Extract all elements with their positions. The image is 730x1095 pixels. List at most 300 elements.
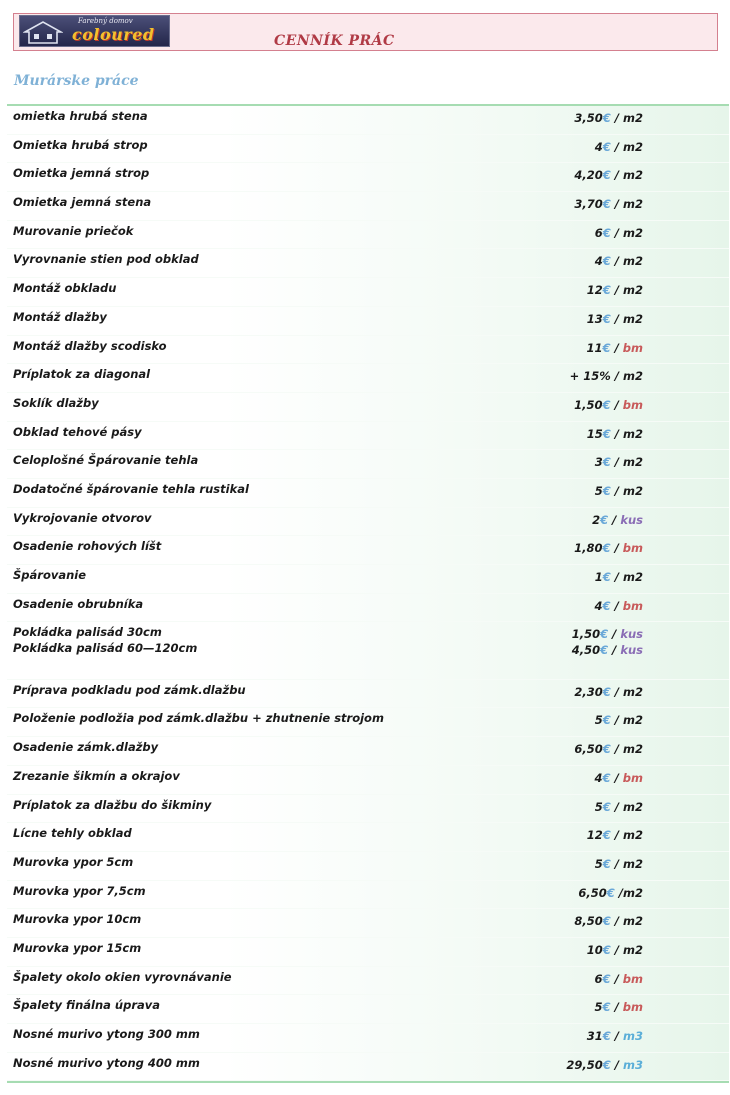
- row-label: Lícne tehly obklad: [13, 826, 132, 841]
- euro-symbol: €: [602, 455, 611, 470]
- price-value: [547, 1000, 643, 1016]
- euro-symbol: €: [602, 1029, 611, 1044]
- row-prices: [547, 484, 643, 500]
- price-amount: 3,50: [574, 111, 603, 125]
- price-value: [547, 254, 643, 270]
- row-labels: [13, 310, 107, 326]
- row-labels: [13, 1056, 200, 1072]
- price-value: [547, 541, 643, 557]
- price-value: [547, 369, 643, 385]
- price-amount: 4: [594, 139, 603, 154]
- euro-symbol: €: [602, 283, 611, 298]
- price-unit: bm: [622, 598, 643, 613]
- unit-separator: /: [610, 742, 623, 757]
- price-unit: bm: [622, 971, 643, 986]
- unit-separator: /: [610, 914, 623, 929]
- price-row: [7, 823, 729, 852]
- unit-separator: /: [610, 397, 623, 412]
- euro-symbol: €: [602, 971, 611, 986]
- price-row: [7, 594, 729, 623]
- price-unit: m2: [623, 885, 643, 900]
- price-unit: m2: [623, 168, 643, 183]
- price-amount: 8,50: [574, 914, 603, 929]
- price-row: [7, 938, 729, 967]
- price-unit: kus: [620, 643, 643, 658]
- row-prices: [547, 398, 643, 414]
- row-prices: [547, 627, 643, 659]
- price-unit: m2: [623, 799, 643, 814]
- price-amount: 6: [594, 971, 603, 986]
- row-labels: [13, 367, 150, 383]
- euro-symbol: €: [602, 742, 611, 757]
- unit-separator: /: [610, 684, 623, 699]
- price-unit: m2: [623, 254, 643, 269]
- price-amount: 1,80: [574, 541, 603, 556]
- price-amount: 6,50: [578, 885, 607, 900]
- row-prices: [547, 685, 643, 701]
- price-unit: kus: [620, 627, 643, 642]
- row-label: Omietka hrubá strop: [13, 137, 148, 152]
- euro-symbol: €: [600, 512, 609, 527]
- price-unit: m2: [623, 942, 643, 957]
- row-label: Obklad tehové pásy: [13, 424, 142, 439]
- row-labels: [13, 425, 142, 441]
- row-prices: [547, 541, 643, 557]
- row-labels: [13, 855, 133, 871]
- price-value: [547, 742, 643, 758]
- unit-separator: /: [610, 1000, 623, 1015]
- price-amount: 29,50: [566, 1057, 603, 1072]
- price-value: [547, 627, 643, 643]
- price-row: [7, 967, 729, 996]
- price-value: [547, 1058, 643, 1074]
- row-labels: [13, 511, 152, 527]
- row-labels: [13, 912, 141, 928]
- price-amount: 12: [586, 828, 603, 843]
- unit-separator: /: [610, 799, 623, 814]
- price-row: [7, 307, 729, 336]
- row-prices: [547, 771, 643, 787]
- price-value: [547, 168, 643, 184]
- euro-symbol: €: [602, 541, 611, 556]
- unit-separator: /: [610, 426, 623, 441]
- price-value: [547, 570, 643, 586]
- row-labels: [13, 568, 86, 584]
- euro-symbol: €: [602, 139, 611, 154]
- price-value: [547, 643, 643, 659]
- unit-separator: /: [610, 283, 623, 298]
- price-value: [547, 857, 643, 873]
- price-row: [7, 135, 729, 164]
- row-label: Omietka jemná strop: [13, 166, 150, 181]
- row-prices: [547, 197, 643, 213]
- price-amount: 5: [594, 483, 603, 498]
- row-label-secondary: Pokládka palisád 60—120cm: [13, 641, 198, 656]
- price-value: [547, 140, 643, 156]
- row-labels: [13, 453, 198, 469]
- row-label: Zrezanie šikmín a okrajov: [13, 768, 180, 783]
- price-unit: bm: [622, 770, 643, 785]
- row-prices: [547, 599, 643, 615]
- price-value: [547, 599, 643, 615]
- euro-symbol: €: [602, 713, 611, 728]
- euro-symbol: €: [602, 197, 611, 212]
- row-prices: [547, 226, 643, 242]
- price-amount: 5: [594, 856, 603, 871]
- row-labels: [13, 396, 99, 412]
- price-value: [547, 455, 643, 471]
- row-label: Príplatok za dlažbu do šikminy: [13, 797, 212, 812]
- unit-separator: /: [610, 197, 623, 212]
- price-row: [7, 766, 729, 795]
- price-unit: bm: [622, 397, 643, 412]
- row-labels: [13, 1027, 200, 1043]
- row-labels: [13, 711, 384, 727]
- price-amount: 4: [594, 598, 603, 613]
- euro-symbol: €: [600, 627, 609, 642]
- row-label: Dodatočné špárovanie tehla rustikal: [13, 481, 249, 496]
- unit-separator: /: [608, 627, 621, 642]
- price-row: [7, 881, 729, 910]
- row-prices: [547, 943, 643, 959]
- row-label: Vykrojovanie otvorov: [13, 510, 152, 525]
- price-value: [547, 943, 643, 959]
- price-amount: 1: [594, 570, 603, 584]
- price-value: [547, 685, 643, 701]
- row-prices: [547, 1000, 643, 1016]
- price-row: [7, 422, 729, 451]
- price-amount: 5: [594, 799, 603, 814]
- unit-separator: /: [610, 971, 623, 986]
- euro-symbol: €: [602, 1000, 611, 1015]
- row-labels: [13, 769, 180, 785]
- price-value: [547, 283, 643, 299]
- row-labels: [13, 138, 148, 154]
- unit-separator: /: [610, 856, 623, 871]
- price-value: [547, 513, 643, 529]
- row-label: Murovka ypor 7,5cm: [13, 883, 146, 898]
- row-label: Nosné murivo ytong 300 mm: [13, 1027, 200, 1042]
- row-prices: [547, 140, 643, 156]
- price-amount: 15: [586, 426, 603, 441]
- euro-symbol: €: [602, 168, 611, 183]
- unit-separator: /: [610, 225, 623, 240]
- price-amount: 6: [594, 225, 603, 240]
- logo-brand: coloured: [72, 25, 155, 44]
- row-prices: [547, 857, 643, 873]
- price-row: [7, 163, 729, 192]
- price-unit: bm: [622, 541, 643, 556]
- price-list: [7, 104, 729, 1081]
- house-icon: [23, 20, 63, 44]
- row-prices: [547, 283, 643, 299]
- unit-separator: /: [610, 369, 623, 384]
- row-labels: [13, 683, 246, 699]
- price-unit: m2: [623, 684, 643, 699]
- price-unit: kus: [620, 512, 643, 527]
- row-prices: [547, 341, 643, 357]
- euro-symbol: €: [602, 397, 611, 412]
- euro-symbol: €: [602, 770, 611, 785]
- price-row: [7, 1024, 729, 1053]
- price-value: [547, 197, 643, 213]
- row-label: Murovanie priečok: [13, 223, 134, 238]
- euro-symbol: €: [602, 856, 611, 871]
- price-amount: 3,70: [574, 197, 603, 212]
- row-labels: [13, 281, 116, 297]
- price-unit: m3: [623, 1029, 643, 1044]
- price-unit: m2: [623, 742, 643, 757]
- page-title: CENNÍK PRÁC: [274, 33, 395, 49]
- section-title: Murárske práce: [14, 73, 139, 89]
- company-logo: [19, 15, 170, 47]
- euro-symbol: €: [602, 799, 611, 814]
- price-row: [7, 479, 729, 508]
- row-prices: [547, 111, 643, 127]
- price-row: [7, 508, 729, 537]
- euro-symbol: €: [602, 254, 611, 269]
- price-amount: 4: [594, 254, 603, 269]
- price-unit: m2: [623, 283, 643, 298]
- row-labels: [13, 798, 211, 814]
- row-labels: [13, 625, 197, 657]
- row-labels: [13, 482, 249, 498]
- row-label: Murovka ypor 5cm: [13, 854, 134, 869]
- price-unit: m2: [623, 828, 643, 843]
- price-amount: 4,50: [571, 643, 601, 658]
- unit-separator: /: [610, 139, 623, 154]
- unit-separator: /: [610, 828, 623, 843]
- price-unit: m2: [623, 455, 643, 470]
- euro-symbol: €: [602, 111, 611, 125]
- unit-separator: /: [610, 1029, 623, 1044]
- price-row: [7, 795, 729, 824]
- price-unit: m3: [623, 1057, 643, 1072]
- row-label: Špalety okolo okien vyrovnávanie: [13, 969, 232, 984]
- euro-symbol: €: [602, 914, 611, 929]
- price-amount: 5: [594, 713, 603, 728]
- price-amount: 2: [592, 512, 601, 527]
- euro-symbol: €: [602, 483, 611, 498]
- euro-symbol: €: [602, 828, 611, 843]
- price-row: [7, 622, 729, 679]
- row-prices: [547, 513, 643, 529]
- price-unit: m2: [623, 713, 643, 728]
- row-prices: [547, 455, 643, 471]
- euro-symbol: €: [602, 225, 611, 240]
- row-label: Špalety finálna úprava: [13, 998, 161, 1013]
- price-unit: bm: [622, 340, 643, 355]
- price-unit: m2: [623, 426, 643, 441]
- price-unit: m2: [623, 197, 643, 212]
- price-amount: 31: [586, 1029, 603, 1044]
- price-amount: 5: [594, 1000, 603, 1015]
- row-label: Príprava podkladu pod zámk.dlažbu: [13, 682, 246, 697]
- row-label: Osadenie rohových líšt: [13, 539, 162, 554]
- price-row: [7, 393, 729, 422]
- row-label: Položenie podložia pod zámk.dlažbu + zhutnenie strojom: [13, 711, 384, 726]
- row-labels: [13, 941, 141, 957]
- price-amount: + 15%: [569, 369, 611, 384]
- euro-symbol: €: [602, 570, 611, 584]
- euro-symbol: €: [606, 885, 615, 900]
- row-prices: [547, 168, 643, 184]
- row-label: Celoplošné Špárovanie tehla: [13, 453, 199, 468]
- price-amount: 3: [594, 455, 603, 470]
- unit-separator: /: [610, 111, 623, 125]
- price-row: [7, 192, 729, 221]
- unit-separator: /: [610, 598, 623, 613]
- price-row: [7, 249, 729, 278]
- footer-divider: [7, 1081, 729, 1083]
- row-prices: [547, 1029, 643, 1045]
- price-unit: m2: [623, 111, 643, 125]
- row-prices: [547, 742, 643, 758]
- price-amount: 6,50: [574, 742, 603, 757]
- row-prices: [547, 254, 643, 270]
- price-unit: m2: [623, 311, 643, 326]
- price-row: [7, 565, 729, 594]
- row-labels: [13, 539, 161, 555]
- unit-separator: /: [610, 455, 623, 470]
- unit-separator: /: [610, 340, 623, 355]
- unit-separator: /: [610, 168, 623, 183]
- row-labels: [13, 166, 149, 182]
- euro-symbol: €: [602, 1057, 611, 1072]
- price-value: [547, 771, 643, 787]
- unit-separator: /: [610, 770, 623, 785]
- row-label: Murovka ypor 10cm: [13, 912, 142, 927]
- price-row: [7, 336, 729, 365]
- price-unit: m2: [623, 856, 643, 871]
- row-prices: [547, 972, 643, 988]
- price-value: [547, 914, 643, 930]
- unit-separator: /: [610, 713, 623, 728]
- price-row: [7, 708, 729, 737]
- price-unit: bm: [622, 1000, 643, 1015]
- row-labels: [13, 109, 148, 125]
- row-labels: [13, 970, 232, 986]
- price-value: [547, 111, 643, 127]
- row-prices: [547, 828, 643, 844]
- price-unit: m2: [623, 570, 643, 584]
- price-row: [7, 737, 729, 766]
- row-label: Montáž obkladu: [13, 281, 117, 296]
- price-amount: 10: [586, 942, 603, 957]
- unit-separator: /: [610, 570, 623, 584]
- row-label: Murovka ypor 15cm: [13, 940, 142, 955]
- price-value: [547, 713, 643, 729]
- price-row: [7, 909, 729, 938]
- row-prices: [547, 914, 643, 930]
- unit-separator: /: [610, 483, 623, 498]
- price-value: [547, 312, 643, 328]
- row-label: Montáž dlažby: [13, 309, 107, 324]
- price-row: [7, 450, 729, 479]
- row-labels: [13, 740, 158, 756]
- price-row: [7, 536, 729, 565]
- price-unit: m2: [623, 914, 643, 929]
- price-value: [547, 427, 643, 443]
- price-value: [547, 800, 643, 816]
- price-value: [547, 972, 643, 988]
- row-labels: [13, 224, 133, 240]
- row-labels: [13, 339, 167, 355]
- row-labels: [13, 884, 146, 900]
- price-value: [547, 484, 643, 500]
- price-unit: m2: [623, 225, 643, 240]
- row-label: Soklík dlažby: [13, 395, 99, 410]
- row-label: Montáž dlažby scodisko: [13, 338, 167, 353]
- row-label: Vyrovnanie stien pod obklad: [13, 252, 199, 267]
- euro-symbol: €: [602, 684, 611, 699]
- row-label: Špárovanie: [13, 568, 87, 582]
- price-amount: 12: [586, 283, 603, 298]
- euro-symbol: €: [602, 426, 611, 441]
- price-row: [7, 680, 729, 709]
- price-amount: 2,30: [574, 684, 603, 699]
- price-row: [7, 995, 729, 1024]
- euro-symbol: €: [602, 942, 611, 957]
- euro-symbol: €: [602, 311, 611, 326]
- price-row: [7, 221, 729, 250]
- price-amount: 13: [586, 311, 603, 326]
- price-unit: m2: [623, 483, 643, 498]
- price-unit: m2: [623, 369, 643, 384]
- unit-separator: /: [610, 541, 623, 556]
- row-label: Omietka jemná stena: [13, 195, 152, 210]
- price-value: [547, 1029, 643, 1045]
- price-amount: 1,50: [571, 627, 601, 642]
- row-prices: [547, 886, 643, 902]
- row-prices: [547, 570, 643, 586]
- logo-tagline: Farebný domov: [78, 17, 133, 25]
- row-prices: [547, 369, 643, 385]
- price-row: [7, 364, 729, 393]
- row-labels: [13, 195, 151, 211]
- price-row: [7, 278, 729, 307]
- row-prices: [547, 312, 643, 328]
- row-label: omietka hrubá stena: [13, 109, 148, 123]
- price-value: [547, 828, 643, 844]
- unit-separator: /: [610, 1057, 623, 1072]
- row-labels: [13, 998, 160, 1014]
- price-amount: 4,20: [574, 168, 603, 183]
- unit-separator: /: [610, 942, 623, 957]
- price-value: [547, 341, 643, 357]
- unit-separator: /: [614, 885, 623, 900]
- document-header: [13, 13, 718, 51]
- row-label: Osadenie zámk.dlažby: [13, 740, 159, 755]
- price-value: [547, 886, 643, 902]
- unit-separator: /: [608, 643, 621, 658]
- euro-symbol: €: [602, 598, 611, 613]
- euro-symbol: €: [602, 340, 611, 355]
- row-label: Nosné murivo ytong 400 mm: [13, 1055, 200, 1070]
- row-prices: [547, 713, 643, 729]
- price-row: [7, 106, 729, 135]
- price-row: [7, 1053, 729, 1082]
- row-label: Príplatok za diagonal: [13, 367, 151, 382]
- price-value: [547, 398, 643, 414]
- row-prices: [547, 1058, 643, 1074]
- price-amount: 4: [594, 770, 603, 785]
- row-labels: [13, 597, 143, 613]
- price-value: [547, 226, 643, 242]
- row-prices: [547, 800, 643, 816]
- euro-symbol: €: [600, 643, 609, 658]
- row-label: Osadenie obrubníka: [13, 596, 144, 611]
